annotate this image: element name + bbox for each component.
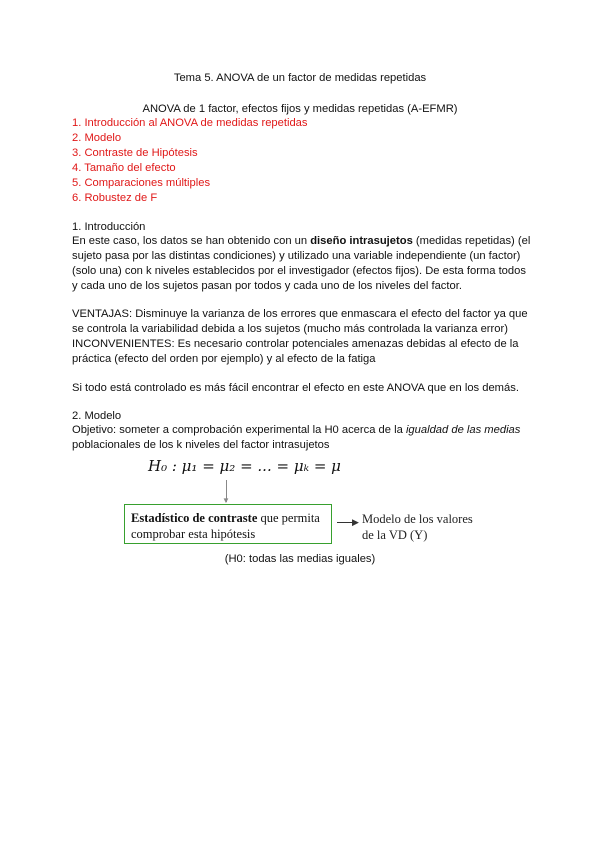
objetivo-text-end: poblacionales de los k niveles del factor intrasujetos (72, 439, 330, 451)
intro-bold-term: diseño intrasujetos (310, 235, 413, 247)
intro-text-start: En este caso, los datos se han obtenido con un (72, 235, 311, 247)
ventajas-paragraph: VENTAJAS: Disminuye la varianza de los errores que enmascara el efecto del factor ya que se controla la variabilidad debida a los sujetos (mucho más controlada la varianza error) (72, 308, 528, 335)
section-heading-intro: 1. Introducción (72, 221, 146, 233)
document-title: Tema 5. ANOVA de un factor de medidas repetidas (173, 72, 427, 84)
toc-item: 5. Comparaciones múltiples (72, 177, 211, 189)
model-values-label (362, 511, 473, 543)
box-bold-text: Estadístico de contraste (131, 511, 258, 525)
document-subtitle: ANOVA de 1 factor, efectos fijos y medidas repetidas (A-EFMR) (142, 103, 458, 115)
box-text: que permita comprobar esta hipótesis (131, 511, 320, 541)
intro-text-end: (medidas repetidas) (el sujeto pasa por las distintas condiciones) y utilizado una variable independiente (un factor) (solo una) con k niveles establecidos por el investigador (efectos fijos). De esta forma todos y cada uno de los sujetos pasan por todos y cada uno de los niveles del factor. (72, 235, 531, 292)
section-heading-modelo: 2. Modelo (72, 410, 122, 422)
contrast-statistic-box (124, 504, 332, 544)
intro-paragraph (72, 234, 532, 294)
hypothesis-formula: H₀ : μ₁ = μ₂ = ... = μₖ = μ (148, 457, 341, 475)
down-arrow-icon: ▼ (222, 496, 230, 505)
model-line-2: de la VD (Y) (362, 528, 428, 542)
toc-item: 2. Modelo (72, 132, 122, 144)
toc-item: 3. Contraste de Hipótesis (72, 147, 198, 159)
toc-item: 4. Tamaño del efecto (72, 162, 176, 174)
inconvenientes-paragraph: INCONVENIENTES: Es necesario controlar potenciales amenazas debidas al efecto de la práctica (efecto del orden por ejemplo) y al efecto de la fatiga (72, 338, 519, 365)
objetivo-italic: igualdad de las medias (405, 424, 521, 436)
model-line-1: Modelo de los valores (362, 512, 473, 526)
diagram-caption: (H0: todas las medias iguales) (224, 553, 376, 565)
toc-item: 6. Robustez de F (72, 192, 158, 204)
objetivo-text-start: Objetivo: someter a comprobación experimental la H0 acerca de la (72, 424, 406, 436)
conclusion-paragraph: Si todo está controlado es más fácil encontrar el efecto en este ANOVA que en los demás. (72, 382, 519, 394)
toc-item: 1. Introducción al ANOVA de medidas repetidas (72, 117, 308, 129)
right-arrow-icon: ▶ (352, 517, 359, 527)
objetivo-paragraph (72, 423, 532, 453)
